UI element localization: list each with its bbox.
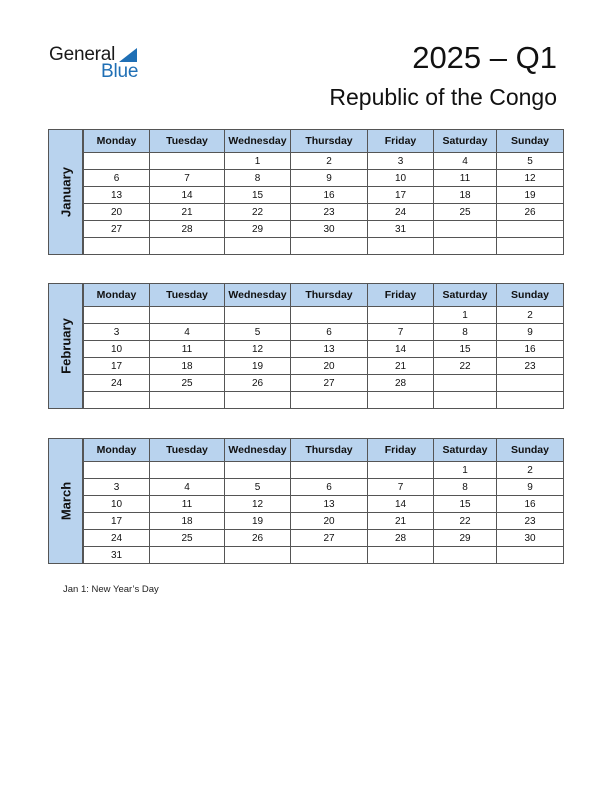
day-cell: 25 <box>150 375 225 392</box>
day-cell: 26 <box>225 530 291 547</box>
day-cell: 27 <box>84 221 150 238</box>
day-cell: 23 <box>291 204 368 221</box>
weekday-header: Monday <box>84 130 150 153</box>
week-row <box>84 324 564 341</box>
week-row <box>84 153 564 170</box>
day-cell <box>84 392 150 409</box>
week-row <box>84 375 564 392</box>
day-cell: 22 <box>434 358 497 375</box>
day-cell: 24 <box>84 530 150 547</box>
day-cell: 26 <box>225 375 291 392</box>
day-cell: 22 <box>225 204 291 221</box>
day-cell: 15 <box>225 187 291 204</box>
day-cell <box>84 238 150 255</box>
day-cell: 14 <box>368 341 434 358</box>
weekday-header: Sunday <box>497 130 564 153</box>
calendar-table <box>83 438 564 564</box>
weekday-header: Thursday <box>291 439 368 462</box>
day-cell: 29 <box>225 221 291 238</box>
day-cell <box>84 462 150 479</box>
day-cell: 2 <box>497 307 564 324</box>
weekday-header-row <box>84 130 564 153</box>
weekday-header: Friday <box>368 130 434 153</box>
day-cell: 2 <box>291 153 368 170</box>
week-row <box>84 462 564 479</box>
week-row <box>84 496 564 513</box>
day-cell: 7 <box>368 479 434 496</box>
day-cell: 15 <box>434 341 497 358</box>
day-cell: 7 <box>368 324 434 341</box>
calendar-table <box>83 129 564 255</box>
day-cell <box>497 238 564 255</box>
weekday-header: Saturday <box>434 130 497 153</box>
day-cell: 24 <box>84 375 150 392</box>
day-cell: 16 <box>497 341 564 358</box>
day-cell: 12 <box>225 496 291 513</box>
day-cell: 10 <box>84 341 150 358</box>
day-cell: 19 <box>225 513 291 530</box>
day-cell: 23 <box>497 513 564 530</box>
day-cell: 12 <box>497 170 564 187</box>
month-label <box>48 283 83 409</box>
day-cell: 4 <box>150 479 225 496</box>
month-label <box>48 438 83 564</box>
day-cell <box>225 462 291 479</box>
weekday-header: Friday <box>368 284 434 307</box>
week-row <box>84 238 564 255</box>
day-cell: 5 <box>225 479 291 496</box>
day-cell: 25 <box>434 204 497 221</box>
week-row <box>84 187 564 204</box>
weekday-header: Saturday <box>434 439 497 462</box>
day-cell <box>434 392 497 409</box>
week-row <box>84 358 564 375</box>
day-cell: 20 <box>291 358 368 375</box>
weekday-header-row <box>84 439 564 462</box>
weekday-header: Sunday <box>497 284 564 307</box>
day-cell <box>434 375 497 392</box>
day-cell <box>497 221 564 238</box>
day-cell: 25 <box>150 530 225 547</box>
day-cell: 3 <box>84 479 150 496</box>
weekday-header: Saturday <box>434 284 497 307</box>
day-cell <box>434 238 497 255</box>
day-cell: 10 <box>368 170 434 187</box>
weekday-header: Friday <box>368 439 434 462</box>
day-cell: 6 <box>84 170 150 187</box>
day-cell: 4 <box>434 153 497 170</box>
day-cell <box>368 462 434 479</box>
day-cell <box>150 153 225 170</box>
day-cell: 8 <box>434 324 497 341</box>
day-cell: 3 <box>84 324 150 341</box>
country-title: Republic of the Congo <box>329 84 557 110</box>
day-cell <box>368 238 434 255</box>
day-cell: 5 <box>497 153 564 170</box>
day-cell <box>368 307 434 324</box>
day-cell <box>225 307 291 324</box>
day-cell: 30 <box>291 221 368 238</box>
day-cell: 28 <box>368 530 434 547</box>
day-cell: 3 <box>368 153 434 170</box>
week-row <box>84 307 564 324</box>
day-cell: 18 <box>150 358 225 375</box>
month-name: January <box>58 167 73 217</box>
day-cell: 11 <box>150 341 225 358</box>
week-row <box>84 530 564 547</box>
day-cell: 17 <box>368 187 434 204</box>
day-cell: 15 <box>434 496 497 513</box>
day-cell: 27 <box>291 530 368 547</box>
weekday-header: Monday <box>84 439 150 462</box>
week-row <box>84 513 564 530</box>
week-row <box>84 341 564 358</box>
weekday-header: Tuesday <box>150 130 225 153</box>
day-cell: 17 <box>84 358 150 375</box>
day-cell: 9 <box>291 170 368 187</box>
day-cell: 14 <box>150 187 225 204</box>
logo-blue-text: Blue <box>101 61 139 82</box>
day-cell: 12 <box>225 341 291 358</box>
day-cell <box>150 547 225 564</box>
day-cell <box>291 392 368 409</box>
day-cell: 11 <box>150 496 225 513</box>
day-cell <box>225 392 291 409</box>
day-cell: 24 <box>368 204 434 221</box>
weekday-header: Monday <box>84 284 150 307</box>
week-row <box>84 170 564 187</box>
day-cell: 23 <box>497 358 564 375</box>
week-row <box>84 479 564 496</box>
day-cell <box>150 307 225 324</box>
day-cell <box>150 392 225 409</box>
logo <box>49 44 149 84</box>
day-cell: 26 <box>497 204 564 221</box>
day-cell: 13 <box>291 341 368 358</box>
day-cell <box>291 238 368 255</box>
day-cell: 21 <box>368 513 434 530</box>
weekday-header: Wednesday <box>225 130 291 153</box>
day-cell <box>84 307 150 324</box>
month-label <box>48 129 83 255</box>
day-cell <box>291 547 368 564</box>
day-cell: 2 <box>497 462 564 479</box>
day-cell <box>225 238 291 255</box>
weekday-header: Thursday <box>291 284 368 307</box>
day-cell: 28 <box>150 221 225 238</box>
day-cell: 1 <box>225 153 291 170</box>
day-cell: 7 <box>150 170 225 187</box>
day-cell: 9 <box>497 479 564 496</box>
day-cell: 19 <box>225 358 291 375</box>
day-cell: 16 <box>497 496 564 513</box>
day-cell <box>84 153 150 170</box>
day-cell <box>150 238 225 255</box>
day-cell: 6 <box>291 479 368 496</box>
week-row <box>84 204 564 221</box>
day-cell <box>368 392 434 409</box>
day-cell <box>225 547 291 564</box>
day-cell <box>291 307 368 324</box>
day-cell <box>150 462 225 479</box>
day-cell: 20 <box>291 513 368 530</box>
day-cell: 13 <box>84 187 150 204</box>
day-cell: 4 <box>150 324 225 341</box>
day-cell <box>291 462 368 479</box>
day-cell: 22 <box>434 513 497 530</box>
holiday-notes <box>63 584 159 598</box>
day-cell: 11 <box>434 170 497 187</box>
day-cell: 1 <box>434 462 497 479</box>
day-cell <box>497 547 564 564</box>
week-row <box>84 392 564 409</box>
day-cell <box>434 547 497 564</box>
day-cell: 21 <box>150 204 225 221</box>
week-row <box>84 221 564 238</box>
logo-triangle-icon <box>119 48 137 62</box>
week-row <box>84 547 564 564</box>
day-cell: 9 <box>497 324 564 341</box>
day-cell: 6 <box>291 324 368 341</box>
weekday-header: Sunday <box>497 439 564 462</box>
weekday-header: Tuesday <box>150 284 225 307</box>
day-cell: 20 <box>84 204 150 221</box>
page-title: 2025 – Q1 <box>412 40 557 75</box>
day-cell: 5 <box>225 324 291 341</box>
day-cell: 1 <box>434 307 497 324</box>
day-cell: 31 <box>368 221 434 238</box>
day-cell <box>497 375 564 392</box>
calendar-table <box>83 283 564 409</box>
weekday-header: Thursday <box>291 130 368 153</box>
weekday-header-row <box>84 284 564 307</box>
month-name: March <box>58 481 73 521</box>
day-cell: 17 <box>84 513 150 530</box>
day-cell: 31 <box>84 547 150 564</box>
day-cell: 14 <box>368 496 434 513</box>
day-cell: 28 <box>368 375 434 392</box>
day-cell: 21 <box>368 358 434 375</box>
day-cell: 8 <box>225 170 291 187</box>
day-cell: 8 <box>434 479 497 496</box>
logo-general-text: General <box>49 44 116 65</box>
day-cell: 29 <box>434 530 497 547</box>
day-cell: 10 <box>84 496 150 513</box>
day-cell <box>368 547 434 564</box>
day-cell: 16 <box>291 187 368 204</box>
holiday-note: Jan 1: New Year’s Day <box>63 584 159 595</box>
weekday-header: Wednesday <box>225 284 291 307</box>
day-cell: 27 <box>291 375 368 392</box>
day-cell: 18 <box>434 187 497 204</box>
day-cell: 19 <box>497 187 564 204</box>
day-cell: 30 <box>497 530 564 547</box>
day-cell: 13 <box>291 496 368 513</box>
month-name: February <box>58 318 73 374</box>
day-cell: 18 <box>150 513 225 530</box>
day-cell <box>497 392 564 409</box>
weekday-header: Tuesday <box>150 439 225 462</box>
weekday-header: Wednesday <box>225 439 291 462</box>
day-cell <box>434 221 497 238</box>
